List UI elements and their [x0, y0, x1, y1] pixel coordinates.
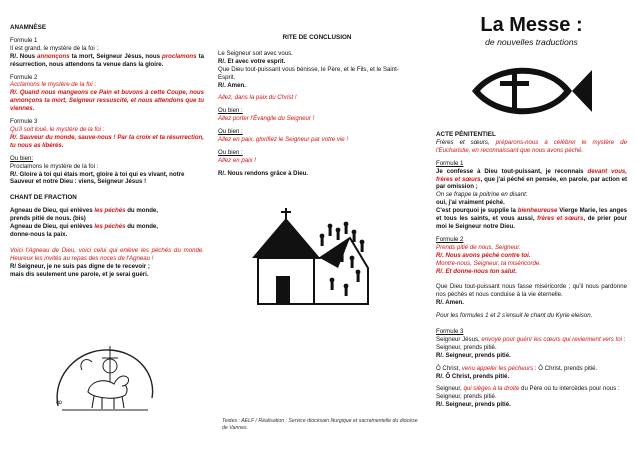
agneau-line-4: donne-nous la paix.	[10, 230, 68, 238]
lamb-illustration	[48, 336, 160, 416]
conclusion-line-4: R/. Amen.	[218, 81, 246, 89]
anamnese-title: ANAMNÈSE	[10, 24, 47, 31]
agneau-line-3: Agneau de Dieu, qui enlèves les péchés du monde,	[10, 223, 158, 231]
agneau-line-1: Agneau de Dieu, qui enlèves les péchés du monde,	[10, 207, 158, 215]
kyrie-3: Seigneur, qui sièges à la droite du Père où tu intercèdes pour nous : Seigneur, prends pitié.	[436, 385, 620, 401]
formule3-title-c3: Formule 3	[436, 328, 464, 336]
agneau-line-2: prends pitié de nous. (bis)	[10, 215, 86, 223]
voici-response-1: R/ Seigneur, je ne suis pas digne de te recevoir ;	[10, 262, 150, 270]
acte-intro: Frères et sœurs, préparons-nous à célébrer le mystère de l'Eucharistie, en reconnaissant que nous avons péché.	[436, 138, 627, 154]
church-illustration	[246, 208, 374, 308]
acte-title: ACTE PÉNITENTIEL	[436, 131, 496, 138]
formule2-title: Formule 2	[10, 73, 38, 81]
formule2-line-2: R/. Nous avons péché contre toi.	[436, 251, 531, 259]
voici-response-2: mais dis seulement une parole, et je serai guéri.	[10, 270, 149, 278]
formule2-title-c3: Formule 2	[436, 235, 464, 243]
formule2-line-4: R/. Et donne-nous ton salut.	[436, 267, 517, 275]
absolution-response: R/. Amen.	[436, 299, 464, 307]
formule2-intro: Acclamons le mystère de la foi :	[10, 81, 97, 89]
formule1-title-c3: Formule 1	[436, 159, 464, 167]
absolution: Que Dieu tout-puissant nous fasse miséricorde ; qu'il nous pardonne nos péchés et nous conduise à la vie éternelle.	[436, 283, 627, 299]
oubien-2: Ou bien :	[218, 128, 243, 136]
kyrie-2: Ô Christ, venu appeler les pécheurs : Ô Christ, prends pitié.	[436, 364, 598, 372]
formule1-intro: Il est grand, le mystère de la foi :	[10, 44, 99, 52]
envoi-1: Allez, dans la paix du Christ !	[218, 94, 297, 102]
brand-subtitle: de nouvelles traductions	[485, 37, 578, 47]
credit-text: Textes : AELF / Réalisation : Service diocésain liturgique et sacramentelle du diocèse de Vannes.	[222, 418, 418, 431]
confiteor-3: C'est pourquoi je supplie la bienheureuse Vierge Marie, les anges et tous les saints, et vous aussi, frères et sœurs, de prier pour moi le Seigneur notre Dieu.	[436, 207, 627, 230]
conclusion-line-1: Le Seigneur soit avec vous.	[218, 49, 293, 57]
fraction-title: CHANT DE FRACTION	[10, 194, 77, 202]
kyrie-3-response: R/. Seigneur, prends pitié.	[436, 401, 511, 409]
formule2-response: R/. Quand nous mangeons ce Pain et buvons à cette Coupe, nous annonçons ta mort, Seigneur ressuscité, et nous attendons que tu viennes.	[10, 89, 204, 113]
confiteor-2: oui, j'ai vraiment péché.	[436, 199, 505, 207]
confiteor-rubric: On se frappe la poitrine en disant:	[436, 191, 528, 199]
fish-cross-logo	[466, 56, 596, 126]
svg-text:ꝏ: ꝏ	[56, 400, 63, 406]
conclusion-final: R/. Nous rendons grâce à Dieu.	[218, 169, 309, 177]
kyrie-1: Seigneur Jésus, envoyé pour guérir les cœurs qui reviennent vers toi : Seigneur, prends pitié.	[436, 335, 626, 351]
formule1-title: Formule 1	[10, 36, 38, 44]
brand-title: La Messe :	[480, 14, 583, 36]
oubien-response: R/. Gloire à toi qui étais mort, gloire à toi qui es vivant, notre Sauveur et notre Dieu : viens, Seigneur Jésus !	[10, 170, 185, 186]
kyrie-2-response: R/. Ô Christ, prends pitié.	[436, 372, 510, 380]
oubien-1: Ou bien :	[218, 107, 243, 115]
conclusion-title: RITE DE CONCLUSION	[282, 34, 352, 41]
oubien-label: Ou bien:	[10, 154, 34, 162]
formule3-response: R/. Sauveur du monde, sauve-nous ! Par ta croix et ta résurrection, tu nous as libérés.	[10, 133, 204, 149]
formule2-line-3: Montre-nous, Seigneur, ta miséricorde.	[436, 259, 541, 267]
oubien-3: Ou bien :	[218, 148, 243, 156]
formule1-response: R/. Nous annonçons ta mort, Seigneur Jésus, nous proclamons ta résurrection, nous attendons ta venue dans la gloire.	[10, 52, 204, 68]
envoi-4: Allez en paix !	[218, 156, 256, 164]
formule2-line-1: Prends pitié de nous, Seigneur.	[436, 243, 521, 251]
conclusion-line-3: Que Dieu tout-puissant vous bénisse, le Père, et le Fils, et le Saint-Esprit.	[218, 65, 399, 81]
envoi-2: Allez porter l'Évangile du Seigneur !	[218, 115, 315, 123]
conclusion-line-2: R/. Et avec votre esprit.	[218, 57, 286, 65]
confiteor-1: Je confesse à Dieu tout-puissant, je reconnais devant vous, frères et sœurs, que j'ai péché en pensée, en parole, par action et par omission ;	[436, 167, 628, 191]
formule3-intro: Qu'il soit loué, le mystère de la foi :	[10, 125, 105, 133]
formule3-title: Formule 3	[10, 118, 38, 126]
oubien-intro: Proclamons le mystère de la foi :	[10, 162, 99, 170]
kyrie-note: Pour les formules 1 et 2 s'ensuit le chant du Kyrie eleison.	[436, 312, 593, 320]
kyrie-1-response: R/. Seigneur, prends pitié.	[436, 351, 511, 359]
envoi-3: Allez en paix, glorifiez le Seigneur par votre vie !	[218, 136, 349, 144]
voici-text: Voici l'Agneau de Dieu, voici celui qui enlève les péchés du monde. Heureux les invités au repas des noces de l'Agneau !	[10, 246, 204, 262]
